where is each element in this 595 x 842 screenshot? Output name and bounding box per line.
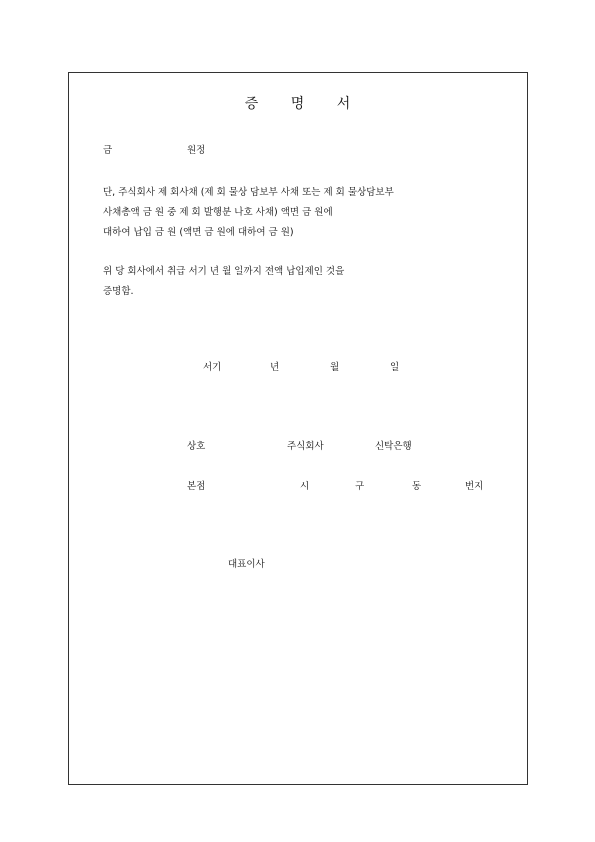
address-label: 본점: [187, 481, 206, 492]
company-name: 신탁은행: [375, 441, 412, 452]
date-month: 월: [330, 362, 340, 373]
clause1-line1: 단, 주식회사 제 회사채 (제 회 물상 담보부 사채 또는 제 회 물상담보부: [103, 187, 394, 198]
date-day: 일: [390, 362, 400, 373]
date-year: 년: [270, 362, 280, 373]
date-prefix: 서기: [203, 362, 222, 373]
company-label: 상호: [187, 441, 206, 452]
company-type: 주식회사: [287, 441, 324, 452]
address-lot: 번지: [465, 481, 484, 492]
address-city: 시: [300, 481, 310, 492]
amount-label: 금: [103, 145, 113, 156]
clause2-line2: 증명함.: [103, 286, 134, 297]
clause1-line2: 사채총액 금 원 중 제 회 발행분 나호 사채) 액면 금 원에: [103, 207, 333, 218]
address-district: 구: [355, 481, 365, 492]
representative-label: 대표이사: [228, 559, 265, 570]
document-border: [68, 72, 528, 785]
document-title: 증 명 서: [244, 96, 365, 112]
clause1-line3: 대하여 납입 금 원 (액면 금 원에 대하여 금 원): [103, 227, 294, 238]
address-dong: 동: [412, 481, 422, 492]
amount-unit: 원정: [187, 145, 206, 156]
clause2-line1: 위 당 회사에서 취급 서기 년 월 일까지 전액 납입제인 것을: [103, 266, 345, 277]
